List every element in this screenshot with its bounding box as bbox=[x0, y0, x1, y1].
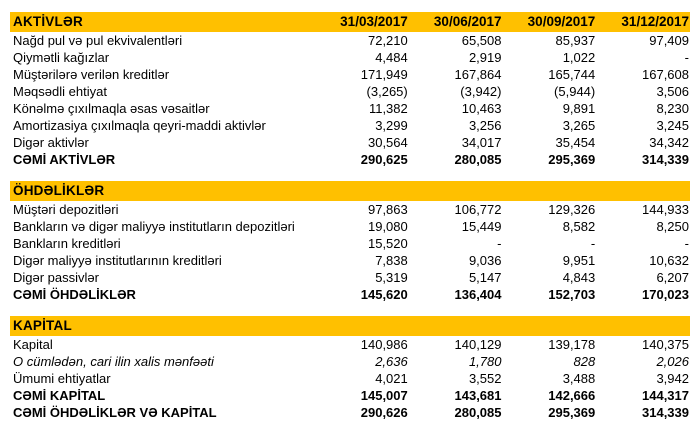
cell-value: 170,023 bbox=[642, 287, 689, 302]
cell-value: 4,021 bbox=[375, 371, 408, 386]
table-row bbox=[10, 134, 690, 151]
cell-value: 3,299 bbox=[375, 118, 408, 133]
section-title: KAPİTAL bbox=[13, 318, 72, 333]
cell-value: 129,326 bbox=[548, 202, 596, 217]
cell-value: 140,129 bbox=[454, 337, 502, 352]
table-row bbox=[10, 49, 690, 66]
cell-value: 106,772 bbox=[454, 202, 502, 217]
cell-value: 139,178 bbox=[548, 337, 596, 352]
table-row bbox=[10, 269, 690, 286]
cell-value: 4,484 bbox=[375, 50, 408, 65]
cell-value: 3,245 bbox=[656, 118, 689, 133]
table-row bbox=[10, 404, 690, 421]
row-label: CƏMİ AKTİVLƏR bbox=[13, 152, 116, 167]
cell-value: - bbox=[497, 236, 502, 251]
cell-value: 35,454 bbox=[555, 135, 596, 150]
cell-value: 10,632 bbox=[649, 253, 689, 268]
table-row bbox=[10, 151, 690, 168]
row-label: CƏMİ KAPİTAL bbox=[13, 388, 106, 403]
section-header-row bbox=[10, 12, 690, 32]
section-header-row bbox=[10, 316, 690, 336]
row-label: Müştərilərə verilən kreditlər bbox=[13, 67, 170, 82]
table-section bbox=[10, 12, 690, 168]
row-label: Könəlmə çıxılmaqla əsas vəsaitlər bbox=[13, 101, 210, 116]
cell-value: 30,564 bbox=[367, 135, 408, 150]
row-label: Bankların kreditləri bbox=[13, 236, 121, 251]
cell-value: 280,085 bbox=[454, 405, 502, 420]
balance-sheet-table bbox=[10, 12, 690, 421]
cell-value: 2,636 bbox=[375, 354, 408, 369]
cell-value: 19,080 bbox=[367, 219, 408, 234]
table-row bbox=[10, 370, 690, 387]
row-label: Bankların və digər maliyyə institutların depozitləri bbox=[13, 219, 295, 234]
row-label: Digər aktivlər bbox=[13, 135, 89, 150]
column-header: 30/06/2017 bbox=[433, 14, 502, 29]
cell-value: 136,404 bbox=[454, 287, 502, 302]
cell-value: (5,944) bbox=[554, 84, 596, 99]
table-row bbox=[10, 387, 690, 404]
table-row bbox=[10, 66, 690, 83]
cell-value: 143,681 bbox=[454, 388, 502, 403]
cell-value: 3,552 bbox=[468, 371, 502, 386]
cell-value: (3,265) bbox=[366, 84, 408, 99]
cell-value: 145,007 bbox=[360, 388, 408, 403]
cell-value: 9,036 bbox=[468, 253, 502, 268]
section-title: ÖHDƏLİKLƏR bbox=[13, 183, 105, 198]
row-label: Amortizasiya çıxılmaqla qeyri-maddi aktivlər bbox=[13, 118, 266, 133]
cell-value: 314,339 bbox=[642, 152, 689, 167]
cell-value: 145,620 bbox=[360, 287, 408, 302]
section-header-row bbox=[10, 181, 690, 201]
cell-value: 5,147 bbox=[468, 270, 502, 285]
table-section bbox=[10, 316, 690, 421]
column-header: 30/09/2017 bbox=[527, 14, 596, 29]
cell-value: 34,017 bbox=[461, 135, 502, 150]
table-row bbox=[10, 32, 690, 49]
table-row bbox=[10, 235, 690, 252]
cell-value: 85,937 bbox=[555, 33, 596, 48]
cell-value: 295,369 bbox=[548, 152, 596, 167]
cell-value: 3,256 bbox=[468, 118, 502, 133]
cell-value: 167,608 bbox=[642, 67, 689, 82]
cell-value: 72,210 bbox=[367, 33, 408, 48]
table-section bbox=[10, 181, 690, 303]
cell-value: 314,339 bbox=[642, 405, 689, 420]
cell-value: 280,085 bbox=[454, 152, 502, 167]
cell-value: 65,508 bbox=[461, 33, 502, 48]
row-label: Ümumi ehtiyatlar bbox=[13, 371, 111, 386]
cell-value: 8,230 bbox=[656, 101, 689, 116]
cell-value: 8,250 bbox=[656, 219, 689, 234]
cell-value: 15,520 bbox=[367, 236, 408, 251]
column-header: 31/12/2017 bbox=[621, 14, 689, 29]
row-label: Kapital bbox=[13, 337, 53, 352]
table-row bbox=[10, 252, 690, 269]
cell-value: 3,506 bbox=[656, 84, 689, 99]
cell-value: 140,375 bbox=[642, 337, 689, 352]
table-row bbox=[10, 286, 690, 303]
cell-value: 1,022 bbox=[562, 50, 596, 65]
row-label: Digər passivlər bbox=[13, 270, 99, 285]
table-row bbox=[10, 201, 690, 218]
cell-value: 144,317 bbox=[642, 388, 689, 403]
cell-value: - bbox=[590, 236, 596, 251]
cell-value: 2,919 bbox=[468, 50, 502, 65]
cell-value: 9,951 bbox=[562, 253, 596, 268]
cell-value: 3,942 bbox=[656, 371, 689, 386]
cell-value: (3,942) bbox=[460, 84, 502, 99]
cell-value: 167,864 bbox=[454, 67, 502, 82]
cell-value: - bbox=[684, 236, 689, 251]
cell-value: 165,744 bbox=[548, 67, 596, 82]
cell-value: 1,780 bbox=[468, 354, 502, 369]
table-row bbox=[10, 353, 690, 370]
row-label: Digər maliyyə institutlarının kreditləri bbox=[13, 253, 222, 268]
table-row bbox=[10, 100, 690, 117]
cell-value: 4,843 bbox=[562, 270, 596, 285]
cell-value: 152,703 bbox=[548, 287, 596, 302]
cell-value: 9,891 bbox=[562, 101, 596, 116]
row-label: Məqsədli ehtiyat bbox=[13, 84, 107, 99]
table-row bbox=[10, 117, 690, 134]
cell-value: 3,265 bbox=[562, 118, 596, 133]
row-label: CƏMİ ÖHDƏLİKLƏR VƏ KAPİTAL bbox=[13, 405, 217, 420]
table-row bbox=[10, 218, 690, 235]
cell-value: 142,666 bbox=[548, 388, 596, 403]
row-label: CƏMİ ÖHDƏLİKLƏR bbox=[13, 287, 136, 302]
cell-value: 97,863 bbox=[367, 202, 408, 217]
row-label: Müştəri depozitləri bbox=[13, 202, 119, 217]
cell-value: 828 bbox=[573, 354, 596, 369]
cell-value: 290,626 bbox=[360, 405, 408, 420]
row-label: Nağd pul və pul ekvivalentləri bbox=[13, 33, 183, 48]
cell-value: 8,582 bbox=[562, 219, 596, 234]
cell-value: 2,026 bbox=[656, 354, 689, 369]
cell-value: 144,933 bbox=[642, 202, 689, 217]
cell-value: 10,463 bbox=[461, 101, 502, 116]
cell-value: 34,342 bbox=[649, 135, 689, 150]
cell-value: 7,838 bbox=[375, 253, 408, 268]
cell-value: 6,207 bbox=[656, 270, 689, 285]
cell-value: - bbox=[684, 50, 689, 65]
cell-value: 140,986 bbox=[360, 337, 408, 352]
column-header: 31/03/2017 bbox=[340, 14, 408, 29]
row-label: O cümlədən, cari ilin xalis mənfəəti bbox=[13, 354, 214, 369]
table-row bbox=[10, 83, 690, 100]
cell-value: 97,409 bbox=[649, 33, 689, 48]
cell-value: 15,449 bbox=[461, 219, 502, 234]
table-row bbox=[10, 336, 690, 353]
cell-value: 171,949 bbox=[360, 67, 408, 82]
cell-value: 290,625 bbox=[360, 152, 408, 167]
section-title: AKTİVLƏR bbox=[13, 14, 83, 29]
row-label: Qiymətli kağızlar bbox=[13, 50, 110, 65]
cell-value: 5,319 bbox=[375, 270, 408, 285]
cell-value: 11,382 bbox=[368, 101, 408, 116]
cell-value: 295,369 bbox=[548, 405, 596, 420]
cell-value: 3,488 bbox=[562, 371, 596, 386]
